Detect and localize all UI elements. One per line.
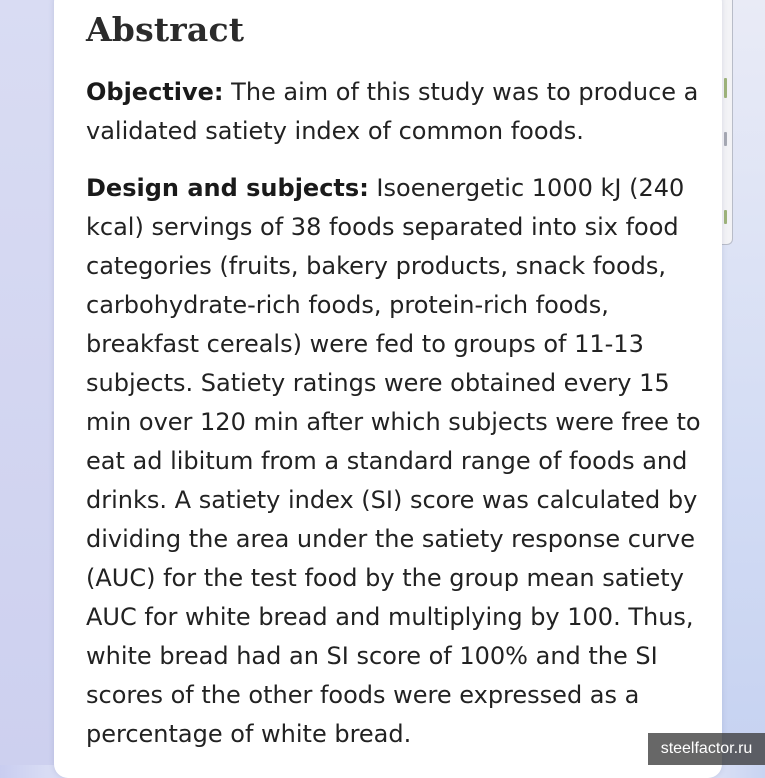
design-line: drinks. A satiety index (SI) score was calculated by <box>86 486 698 514</box>
design-line: AUC for white bread and multiplying by 100. Thus, <box>86 603 694 631</box>
design-paragraph <box>86 169 706 754</box>
design-line: percentage of white bread. <box>86 720 412 748</box>
design-line: dividing the area under the satiety response curve <box>86 525 696 553</box>
objective-line <box>86 73 706 112</box>
design-line: carbohydrate-rich foods, protein-rich foods, <box>86 291 609 319</box>
design-line: categories (fruits, bakery products, snack foods, <box>86 252 667 280</box>
design-line: scores of the other foods were expressed as a <box>86 681 640 709</box>
background-window-edge <box>722 0 733 245</box>
design-line: (AUC) for the test food by the group mean satiety <box>86 564 684 592</box>
design-line: subjects. Satiety ratings were obtained every 15 <box>86 369 670 397</box>
design-line: kcal) servings of 38 foods separated into six food <box>86 213 679 241</box>
design-line: min over 120 min after which subjects were free to <box>86 408 701 436</box>
design-line: eat ad libitum from a standard range of foods and <box>86 447 688 475</box>
objective-text: The aim of this study was to produce a <box>223 78 699 106</box>
background-window-mark <box>724 210 727 224</box>
design-line <box>86 169 706 208</box>
design-text: Isoenergetic 1000 kJ (240 <box>368 174 685 202</box>
design-label: Design and subjects: <box>86 174 369 202</box>
design-line: breakfast cereals) were fed to groups of 11-13 <box>86 330 644 358</box>
objective-line: validated satiety index of common foods. <box>86 117 584 145</box>
abstract-heading: Abstract <box>86 10 245 49</box>
background-left <box>0 0 56 765</box>
watermark: steelfactor.ru <box>648 733 765 765</box>
objective-label: Objective: <box>86 78 224 106</box>
objective-paragraph <box>86 73 706 151</box>
background-window-mark <box>724 132 727 146</box>
background-window-mark <box>724 78 727 98</box>
design-line: white bread had an SI score of 100% and the SI <box>86 642 658 670</box>
